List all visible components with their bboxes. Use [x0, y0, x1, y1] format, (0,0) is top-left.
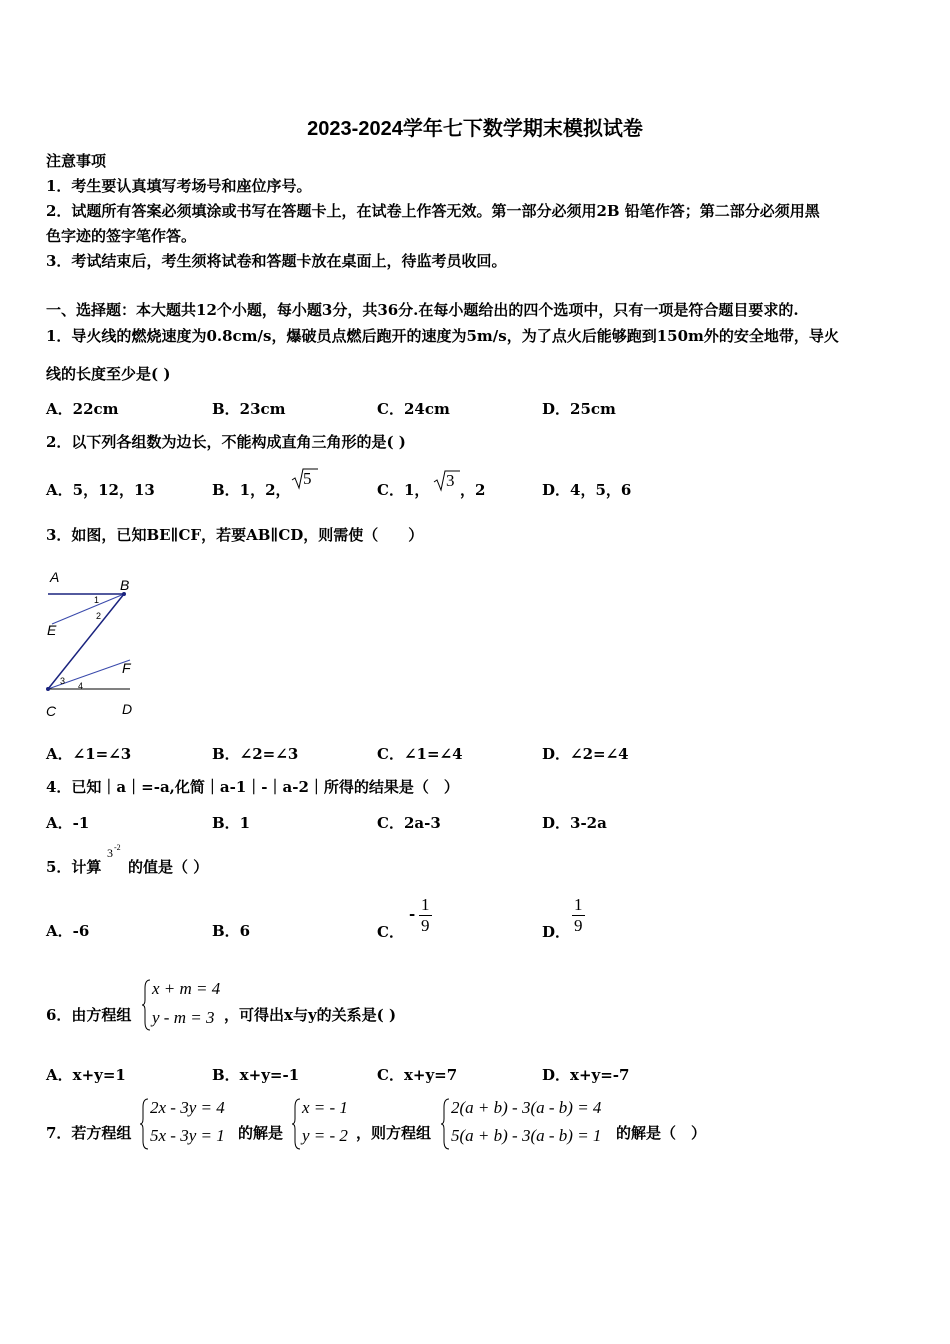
- q2-option-a: A．5，12，13: [46, 481, 155, 499]
- section-heading: 一、选择题：本大题共12个小题，每小题3分，共36分.在每小题给出的四个选项中，只有一项是符合题目要求的.: [46, 301, 799, 319]
- q5-option-b: B．6: [212, 922, 251, 940]
- q6-option-a: A．x+y=1: [46, 1066, 126, 1084]
- q2-c-radicand: 3: [446, 471, 455, 490]
- q7-system1-eq1: 2x - 3y = 4: [150, 1098, 225, 1117]
- q3-option-d: D．∠2=∠4: [542, 745, 629, 763]
- q2-text: 2．以下列各组数为边长，不能构成直角三角形的是( ): [46, 433, 406, 451]
- q7-post: 的解是（ ）: [616, 1124, 707, 1142]
- q5-exp: -2: [114, 843, 121, 852]
- q2-option-d: D．4，5，6: [542, 481, 632, 499]
- q2-option-c: C．1，: [377, 481, 430, 499]
- line-bc: [48, 594, 124, 689]
- q6-post: ，可得出x与y的关系是( ): [224, 1006, 397, 1024]
- q2-option-b: B．1，2，: [212, 481, 291, 499]
- notice-heading: 注意事项: [46, 152, 107, 170]
- q4-text: 4．已知｜a｜=-a,化简｜a-1｜-｜a-2｜所得的结果是（ ）: [46, 778, 459, 796]
- q3-option-a: A．∠1=∠3: [46, 745, 132, 763]
- q4-option-d: D．3-2a: [542, 814, 607, 832]
- q2-c-post: ，2: [460, 481, 486, 499]
- page-title: 2023-2024学年七下数学期末模拟试卷: [307, 118, 643, 140]
- q5-d-denominator: 9: [574, 916, 583, 935]
- notice-item-2: 2．试题所有答案必须填涂或书写在答题卡上，在试卷上作答无效。第一部分必须用2B 铅笔作答；第二部分必须用黑: [46, 202, 820, 220]
- q7-system1-eq2: 5x - 3y = 1: [150, 1126, 225, 1145]
- q7-brace-1: [140, 1097, 150, 1151]
- q3-geometry-figure: [38, 562, 148, 727]
- q6-brace: [142, 978, 152, 1032]
- q5-option-a: A．-6: [46, 922, 90, 940]
- q5-c-numerator: 1: [421, 895, 430, 914]
- label-a: A: [50, 569, 60, 585]
- q6-option-b: B．x+y=-1: [212, 1066, 300, 1084]
- label-angle-3: 3: [60, 676, 66, 686]
- q7-pre: 7．若方程组: [46, 1124, 132, 1142]
- q6-option-d: D．x+y=-7: [542, 1066, 630, 1084]
- q5-c-sign: -: [409, 905, 416, 923]
- label-b: B: [120, 577, 130, 593]
- q5-c-denominator: 9: [421, 916, 430, 935]
- q7-system3-eq1: 2(a + b) - 3(a - b) = 4: [451, 1098, 602, 1117]
- q5-d-numerator: 1: [574, 895, 583, 914]
- q7-mid2: ，则方程组: [356, 1124, 432, 1142]
- label-c: C: [46, 703, 57, 719]
- q5-option-c-label: C．: [377, 923, 404, 941]
- q7-system2-eq2: y = - 2: [302, 1126, 348, 1145]
- q5-pre: 5．计算: [46, 858, 102, 876]
- q3-option-b: B．∠2=∠3: [212, 745, 299, 763]
- q2-b-radicand: 5: [303, 469, 312, 488]
- q5-option-d-label: D．: [542, 923, 571, 941]
- q3-text: 3．如图，已知BE∥CF，若要AB∥CD，则需使（ ）: [46, 526, 424, 544]
- label-angle-4: 4: [78, 681, 84, 691]
- q4-option-b: B．1: [212, 814, 251, 832]
- q4-option-a: A．-1: [46, 814, 90, 832]
- q7-system2-eq1: x = - 1: [302, 1098, 348, 1117]
- q5-d-fraction: [572, 895, 585, 936]
- q4-option-c: C．2a-3: [377, 814, 441, 832]
- q6-pre: 6．由方程组: [46, 1006, 132, 1024]
- q7-brace-2: [292, 1097, 302, 1151]
- q6-eq1: x + m = 4: [152, 979, 221, 998]
- q1-option-d: D．25cm: [542, 400, 616, 418]
- q1-option-a: A．22cm: [46, 400, 119, 418]
- q5-c-fraction: [419, 895, 432, 936]
- q6-option-c: C．x+y=7: [377, 1066, 458, 1084]
- notice-item-2-cont: 色字迹的签字笔作答。: [46, 227, 197, 245]
- q5-post: 的值是（ ）: [128, 858, 209, 876]
- q7-brace-3: [441, 1097, 451, 1151]
- label-f: F: [122, 660, 131, 676]
- q7-mid1: 的解是: [238, 1124, 284, 1142]
- notice-item-1: 1．考生要认真填写考场号和座位序号。: [46, 177, 312, 195]
- label-e: E: [47, 622, 57, 638]
- q3-option-c: C．∠1=∠4: [377, 745, 463, 763]
- notice-item-3: 3．考试结束后，考生须将试卷和答题卡放在桌面上，待监考员收回。: [46, 252, 507, 270]
- label-angle-1: 1: [94, 595, 100, 605]
- q7-system3-eq2: 5(a + b) - 3(a - b) = 1: [451, 1126, 602, 1145]
- line-be: [52, 594, 124, 624]
- q1-option-c: C．24cm: [377, 400, 450, 418]
- label-d: D: [122, 701, 133, 717]
- q6-eq2: y - m = 3: [152, 1008, 215, 1027]
- label-angle-2: 2: [96, 611, 102, 621]
- q5-base: 3: [107, 846, 113, 860]
- q1-line2: 线的长度至少是( ): [46, 365, 171, 383]
- q1-line1: 1．导火线的燃烧速度为0.8cm/s，爆破员点燃后跑开的速度为5m/s，为了点火后能够跑到150m外的安全地带，导火: [46, 327, 839, 345]
- q1-option-b: B．23cm: [212, 400, 286, 418]
